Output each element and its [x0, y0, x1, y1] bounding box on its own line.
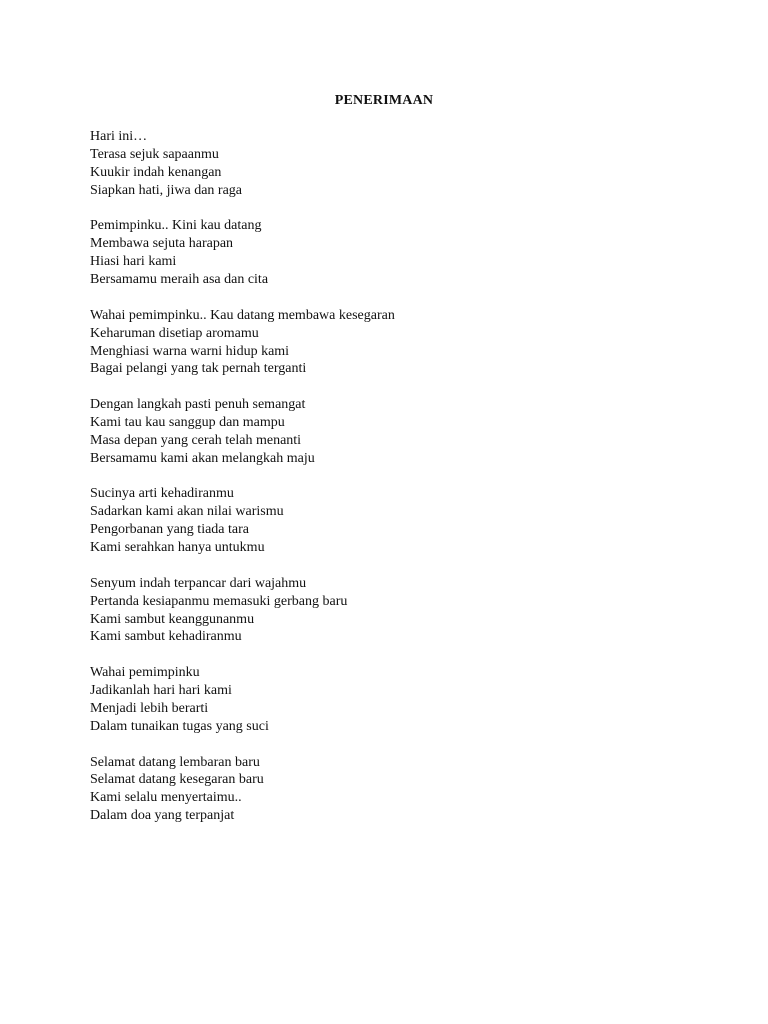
poem-line: Keharuman disetiap aromamu	[90, 325, 259, 341]
poem-line: Menjadi lebih berarti	[90, 700, 209, 716]
stanza-4	[90, 396, 690, 468]
stanza-5	[90, 485, 690, 557]
poem-line: Pengorbanan yang tiada tara	[90, 522, 249, 538]
poem-line: Kami tau kau sanggup dan mampu	[90, 414, 285, 430]
poem-title: PENERIMAAN	[334, 93, 434, 108]
poem-line: Menghiasi warna warni hidup kami	[90, 343, 290, 359]
poem-line: Pemimpinku.. Kini kau datang	[90, 218, 262, 234]
stanza-2	[90, 217, 690, 289]
poem-line: Hiasi hari kami	[90, 254, 177, 270]
poem-line: Kami sambut kehadiranmu	[90, 629, 242, 645]
poem-line: Wahai pemimpinku.. Kau datang membawa kesegaran	[90, 307, 395, 323]
poem-line: Selamat datang lembaran baru	[90, 754, 260, 770]
poem-line: Senyum indah terpancar dari wajahmu	[90, 575, 307, 591]
poem-line: Kami sambut keanggunanmu	[90, 611, 255, 627]
poem-line: Wahai pemimpinku	[90, 665, 200, 681]
stanza-7	[90, 664, 690, 736]
poem-line: Selamat datang kesegaran baru	[90, 772, 264, 788]
poem-line: Bersamamu meraih asa dan cita	[90, 272, 269, 288]
poem-line: Pertanda kesiapanmu memasuki gerbang baru	[90, 593, 348, 609]
poem-line: Dalam tunaikan tugas yang suci	[90, 718, 269, 734]
stanza-8	[90, 754, 690, 826]
poem-line: Kami selalu menyertaimu..	[90, 790, 242, 806]
poem-line: Sucinya arti kehadiranmu	[90, 486, 234, 502]
poem-line: Bersamamu kami akan melangkah maju	[90, 450, 315, 466]
poem-body	[90, 128, 690, 843]
poem-line: Dalam doa yang terpanjat	[90, 808, 235, 824]
poem-line: Membawa sejuta harapan	[90, 236, 234, 252]
poem-line: Masa depan yang cerah telah menanti	[90, 432, 302, 448]
poem-line: Kuukir indah kenangan	[90, 164, 222, 180]
poem-line: Dengan langkah pasti penuh semangat	[90, 397, 306, 413]
stanza-1	[90, 128, 690, 200]
stanza-6	[90, 575, 690, 647]
poem-line: Jadikanlah hari hari kami	[90, 683, 232, 699]
poem-line: Siapkan hati, jiwa dan raga	[90, 182, 243, 198]
poem-line: Kami serahkan hanya untukmu	[90, 540, 265, 556]
poem-line: Sadarkan kami akan nilai warismu	[90, 504, 284, 520]
poem-line: Terasa sejuk sapaanmu	[90, 146, 219, 162]
poem-line: Hari ini…	[90, 129, 148, 144]
stanza-3	[90, 307, 690, 379]
poem-line: Bagai pelangi yang tak pernah terganti	[90, 361, 307, 377]
